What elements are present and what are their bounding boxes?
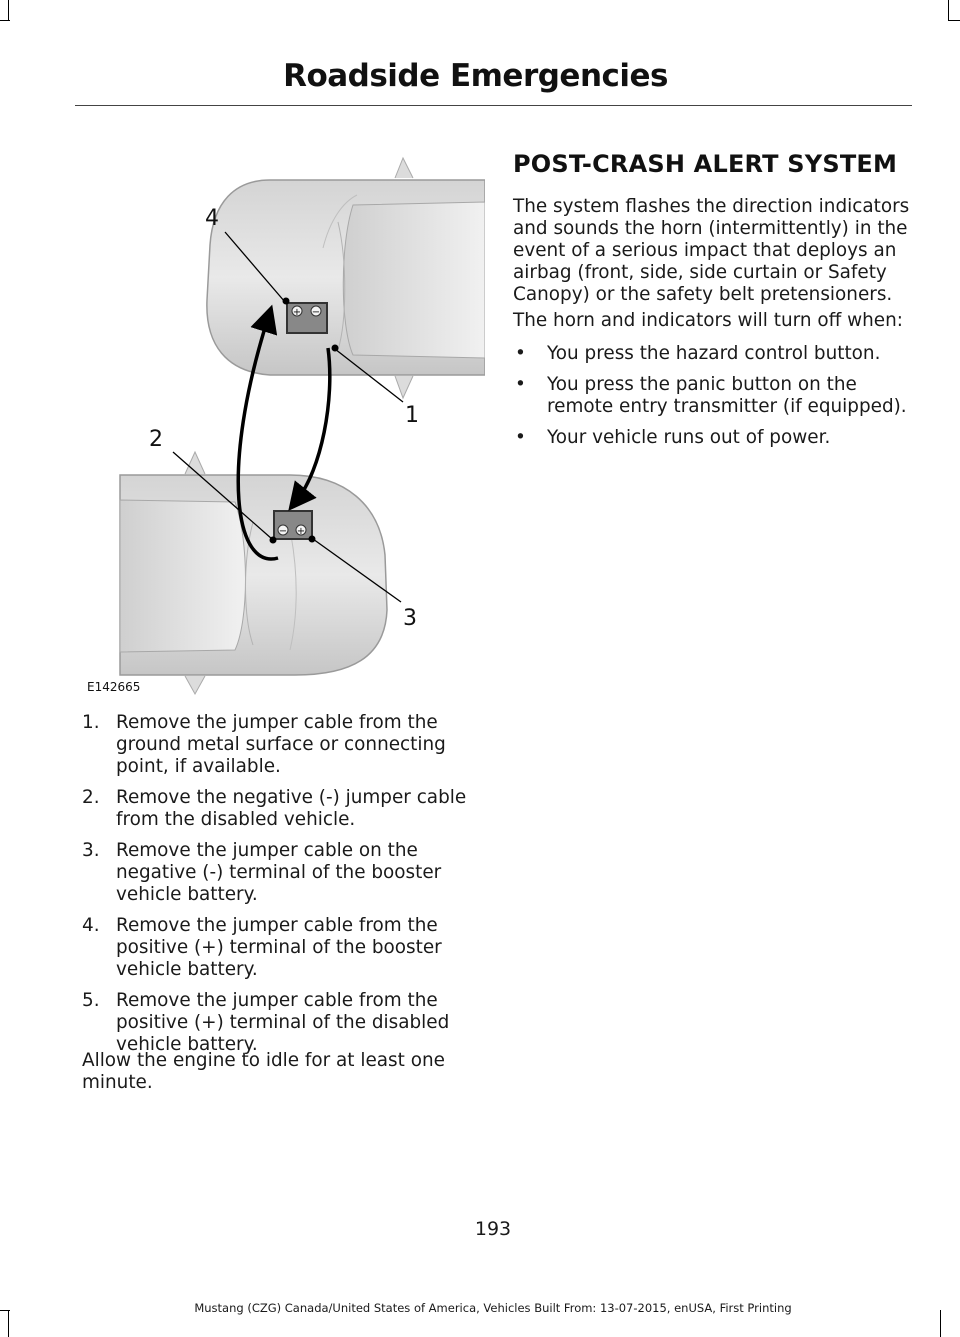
step-number: 3. xyxy=(82,840,100,861)
section-lead: The horn and indicators will turn off when: xyxy=(513,310,903,331)
step-number: 2. xyxy=(82,787,100,808)
callout-point-2 xyxy=(270,537,277,544)
lower-battery xyxy=(274,511,312,539)
step-number: 1. xyxy=(82,712,100,733)
step-text: Remove the negative (-) jumper cable from the disabled vehicle. xyxy=(116,787,467,830)
battery-negative-symbol: − xyxy=(278,526,288,537)
header-divider xyxy=(75,105,912,106)
list-item xyxy=(82,840,482,906)
section-intro: The system flashes the direction indicators and sounds the horn (intermittently) in the event of a serious impact that deploys an airbag (front, side, side curtain or Safety Canopy) or the safety belt pretensioners. xyxy=(513,196,910,305)
crop-mark xyxy=(8,0,9,20)
bullet-icon: • xyxy=(515,343,526,364)
bullet-text: Your vehicle runs out of power. xyxy=(547,427,831,448)
battery-positive-symbol: + xyxy=(292,307,302,318)
turn-off-conditions-list xyxy=(513,343,913,458)
step-number: 4. xyxy=(82,915,100,936)
step-text: Remove the jumper cable from the positive (+) terminal of the disabled vehicle battery. xyxy=(116,990,450,1055)
callout-point-3 xyxy=(309,536,316,543)
list-item xyxy=(82,712,482,778)
step-text: Remove the jumper cable from the ground metal surface or connecting point, if available. xyxy=(116,712,446,777)
page-header-title: Roadside Emergencies xyxy=(283,58,668,94)
crop-mark xyxy=(948,20,960,21)
callout-label-1: 1 xyxy=(405,403,419,428)
battery-positive-symbol: + xyxy=(296,526,306,537)
upper-vehicle xyxy=(207,158,485,398)
jumper-cable-illustration xyxy=(85,150,485,698)
list-item xyxy=(513,427,913,449)
bullet-text: You press the panic button on the remote entry transmitter (if equipped). xyxy=(547,374,907,417)
battery-negative-symbol: − xyxy=(311,307,321,318)
callout-label-4: 4 xyxy=(205,206,219,231)
callout-point-4 xyxy=(283,298,290,305)
page-number: 193 xyxy=(474,1218,512,1240)
callout-point-1 xyxy=(332,345,339,352)
footer-text: Mustang (CZG) Canada/United States of America, Vehicles Built From: 13-07-2015, enUSA, First Printing xyxy=(194,1301,792,1315)
crop-mark xyxy=(0,20,10,21)
removal-steps-list xyxy=(82,712,482,1065)
lower-vehicle xyxy=(120,452,387,694)
figure-code: E142665 xyxy=(87,680,141,694)
step-text: Remove the jumper cable from the positive (+) terminal of the booster vehicle battery. xyxy=(116,915,442,980)
bullet-icon: • xyxy=(515,374,526,395)
idle-note: Allow the engine to idle for at least one minute. xyxy=(82,1050,445,1093)
step-number: 5. xyxy=(82,990,100,1011)
list-item xyxy=(82,787,482,831)
crop-mark xyxy=(948,0,949,20)
callout-label-2: 2 xyxy=(149,427,163,452)
list-item xyxy=(513,343,913,365)
bullet-icon: • xyxy=(515,427,526,448)
list-item xyxy=(82,990,482,1056)
bullet-text: You press the hazard control button. xyxy=(547,343,881,364)
callout-label-3: 3 xyxy=(403,606,417,631)
list-item xyxy=(82,915,482,981)
step-text: Remove the jumper cable on the negative (-) terminal of the booster vehicle battery. xyxy=(116,840,442,905)
section-title: POST-CRASH ALERT SYSTEM xyxy=(513,150,898,178)
list-item xyxy=(513,374,913,418)
upper-battery xyxy=(287,303,327,333)
